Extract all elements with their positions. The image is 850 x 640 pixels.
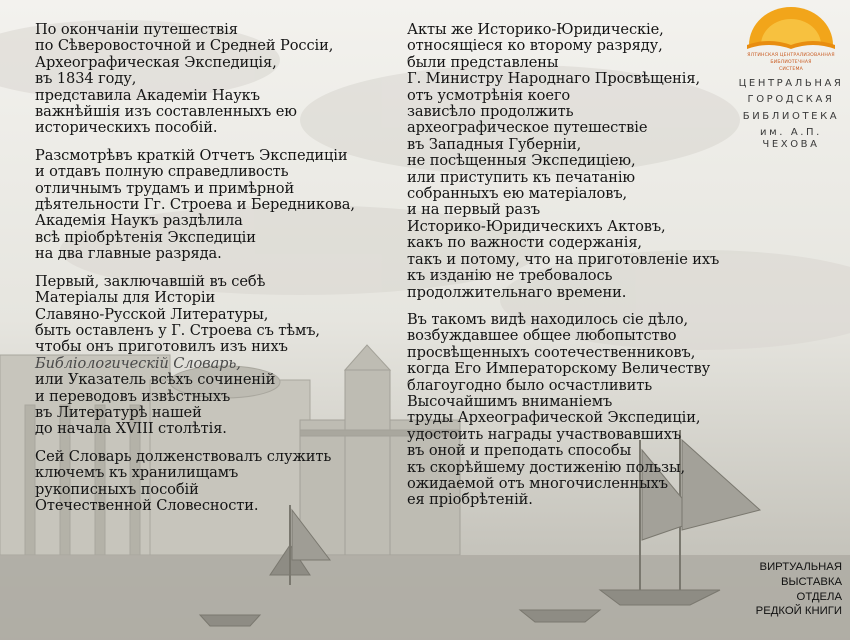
paragraph — [35, 274, 390, 438]
text-line: дѣятельности Гг. Строева и Бередникова, — [35, 196, 355, 214]
text-line: Археографическая Экспедиція, — [35, 53, 277, 71]
text-line: по Сѣверовосточной и Средней Россіи, — [35, 37, 334, 55]
text-line: такъ и потому, что на приготовленіе ихъ — [407, 250, 720, 268]
text-line: относящіеся ко второму разряду, — [407, 37, 663, 55]
left-text-column — [35, 22, 390, 525]
paragraph — [35, 22, 390, 137]
text-line: Отечественной Словесности. — [35, 496, 259, 514]
text-line: на два главные разряда. — [35, 245, 222, 263]
text-line: отъ усмотрѣнія коего — [407, 86, 571, 104]
text-line: продолжительнаго времени. — [407, 283, 627, 301]
text-line: не посѣщенныя Экспедиціею, — [407, 152, 636, 170]
paragraph — [407, 22, 745, 301]
text-line: какъ по важности содержанія, — [407, 234, 642, 252]
text-line: къ скорѣйшему достиженію пользы, — [407, 458, 686, 476]
text-line: Высочайшимъ вниманіемъ — [407, 392, 613, 410]
text-line: Сей Словарь долженствовалъ служить — [35, 447, 332, 465]
text-line: Въ такомъ видѣ находилось сіе дѣло, — [407, 310, 689, 328]
text-line: и отдавъ полную справедливость — [35, 163, 289, 181]
text-line: Акты же Историко-Юридическіе, — [407, 21, 664, 38]
text-line: Славяно-Русской Литературы, — [35, 305, 269, 323]
text-line: благоугодно было осчастливить — [407, 376, 653, 394]
exhibit-label-line-4: РЕДКОЙ КНИГИ — [755, 605, 842, 618]
paragraph — [35, 449, 390, 515]
logo-small-line-1: ЯЛТИНСКАЯ ЦЕНТРАЛИЗОВАННАЯ — [747, 53, 835, 58]
water — [0, 555, 850, 640]
text-line: Матеріалы для Исторіи — [35, 289, 216, 307]
right-text-column — [407, 22, 745, 520]
text-line: труды Археографической Экспедиціи, — [407, 409, 701, 427]
logo-big-line-3: БИБЛИОТЕКА — [742, 110, 840, 122]
text-line: Первый, заключавшій въ себѣ — [35, 272, 266, 290]
exhibit-label-line-1: ВИРТУАЛЬНАЯ — [759, 561, 842, 573]
text-line: и на первый разъ — [407, 201, 541, 219]
exhibit-label-line-3: ОТДЕЛА — [796, 590, 842, 603]
text-line: По окончаніи путешествія — [35, 21, 238, 38]
text-line: Г. Министру Народнаго Просвѣщенія, — [407, 70, 701, 88]
text-line: и переводовъ извѣстныхъ — [35, 387, 231, 405]
text-line: Разсмотрѣвъ краткій Отчетъ Экспедиціи — [35, 146, 348, 164]
text-line: Историко-Юридическихъ Актовъ, — [407, 217, 666, 235]
text-line: или приступить къ печатанію — [407, 168, 636, 186]
text-line: удостоить награды участвовавшихъ — [407, 425, 682, 443]
logo-big-line-4: им. А.П. ЧЕХОВА — [760, 127, 822, 150]
text-line: ея пріобрѣтеній. — [407, 491, 533, 509]
text-line: отличнымъ трудамъ и примѣрной — [35, 179, 295, 197]
text-line: ключемъ къ хранилищамъ — [35, 464, 239, 482]
text-line: рукописныхъ пособій — [35, 480, 199, 498]
text-line: въ оной и преподать способы — [407, 442, 632, 460]
text-line: просвѣщенныхъ соотечественниковъ, — [407, 343, 696, 361]
text-line: всѣ пріобрѣтенія Экспедиціи — [35, 228, 256, 246]
text-line: Академія Наукъ раздѣлила — [35, 212, 243, 230]
text-line: въ Литературѣ нашей — [35, 403, 202, 421]
logo-big-line-1: ЦЕНТРАЛЬНАЯ — [738, 77, 844, 89]
text-line: въ 1834 году, — [35, 70, 137, 88]
text-line: ожидаемой отъ многочисленныхъ — [407, 474, 668, 492]
text-line: собранныхъ ею матеріаловъ, — [407, 185, 628, 203]
text-line: къ изданію не требовалось — [407, 267, 613, 285]
text-line: когда Его Императорскому Величеству — [407, 360, 711, 378]
text-line: или Указатель всѣхъ сочиненій — [35, 371, 276, 389]
text-line: въ Западныя Губерніи, — [407, 135, 582, 153]
text-line: чтобы онъ приготовилъ изъ нихъ — [35, 338, 288, 356]
text-line: археографическое путешествіе — [407, 119, 648, 137]
text-line: быть оставленъ у Г. Строева съ тѣмъ, — [35, 321, 320, 339]
text-line: важнѣйшія изъ составленныхъ ею — [35, 103, 297, 121]
library-logo — [735, 5, 847, 150]
text-line: до начала XVIII столѣтія. — [35, 420, 227, 438]
paragraph — [407, 312, 745, 509]
text-line: возбуждавшее общее любопытство — [407, 327, 677, 345]
open-book-sun-icon — [741, 5, 841, 51]
paragraph — [35, 148, 390, 263]
exhibit-label-line-2: ВЫСТАВКА — [780, 575, 842, 588]
text-line: историческихъ пособій. — [35, 119, 218, 137]
logo-small-line-2: БИБЛИОТЕЧНАЯ — [770, 60, 812, 66]
text-line: представила Академіи Наукъ — [35, 86, 260, 104]
text-line: Библіологическій Словарь, — [35, 354, 241, 372]
exhibit-label — [756, 560, 842, 619]
logo-big-line-2: ГОРОДСКАЯ — [747, 94, 835, 106]
logo-small-line-3: СИСТЕМА — [778, 67, 804, 73]
text-line: зависѣло продолжить — [407, 103, 574, 121]
text-line: были представлены — [407, 53, 559, 71]
